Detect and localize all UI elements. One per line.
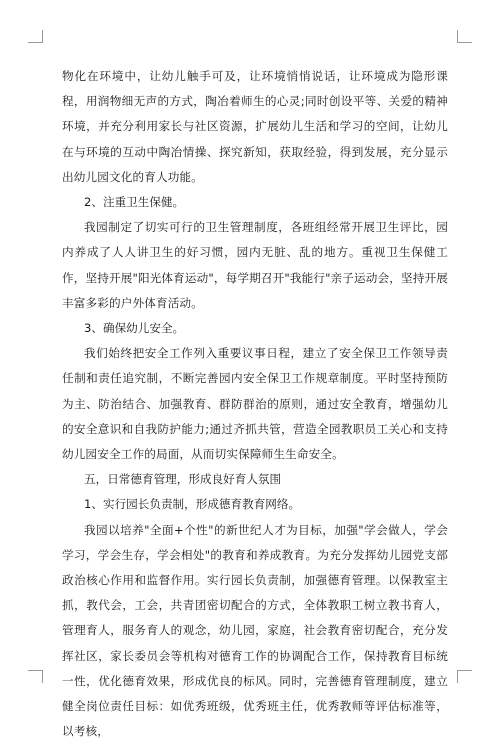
- crop-mark-top-right: [457, 30, 472, 43]
- heading-child-safety: 3、确保幼儿安全。: [84, 321, 185, 336]
- heading-moral-education: 五，日常德育管理，形成良好育人氛围: [84, 472, 282, 487]
- paragraph-principal-responsibility: 我园以培养"全面+个性"的新世纪人才为目标，加强"学会做人，学会学习，学会生存，学会相处"的教育和养成教育。为充分发挥幼儿园党支部政治核心作用和监督作用。实行园长负责制，加强德育管理。以保教室主抓，教代会，工会，共青团密切配合的方式，全体教职工树立教书育人，管理育人，服务育人的观念，幼儿园，家庭，社会教育密切配合，充分发挥社区，家长委员会等机构对德育工作的协调配合工作，保持教育目标统一性，优化德育效果，形成优良的标风。同时，完善德育管理制度，建立健全岗位责任目标：如优秀班级，优秀班主任，优秀教师等评估标准等，以考核，: [62, 522, 448, 739]
- heading-health-care: 2、注重卫生保健。: [84, 195, 185, 210]
- paragraph-health-care: 我园制定了切实可行的卫生管理制度，各班组经常开展卫生评比，园内养成了人人讲卫生的好习惯，园内无脏、乱的地方。重视卫生保健工作，坚持开展"阳光体育运动"，每学期召开"我能行"亲子运动会，坚持开展丰富多彩的户外体育活动。: [62, 220, 448, 310]
- crop-mark-bottom-left: [28, 670, 43, 683]
- crop-mark-bottom-right: [457, 670, 472, 683]
- document-body: [62, 64, 448, 744]
- paragraph-environment: 物化在环境中，让幼儿触手可及，让环境悄悄说话，让环境成为隐形课程，用润物细无声的方式，陶冶着师生的心灵;同时创设平等、关爱的精神环境，并充分利用家长与社区资源，扩展幼儿生活和学习的空间，让幼儿在与环境的互动中陶冶情操、探究新知，获取经验，得到发展，充分显示出幼儿园文化的育人功能。: [62, 69, 448, 184]
- crop-mark-top-left: [28, 30, 43, 43]
- paragraph-child-safety: 我们始终把安全工作列入重要议事日程，建立了安全保卫工作领导责任制和责任追究制，不断完善园内安全保卫工作规章制度。平时坚持预防为主、防治结合、加强教育、群防群治的原则，通过安全教育，增强幼儿的安全意识和自我防护能力;通过齐抓共管，营造全园教职员工关心和支持幼儿园安全工作的局面，从而切实保障师生生命安全。: [62, 346, 448, 462]
- heading-principal-responsibility: 1、实行园长负责制，形成德育教育网络。: [84, 497, 301, 512]
